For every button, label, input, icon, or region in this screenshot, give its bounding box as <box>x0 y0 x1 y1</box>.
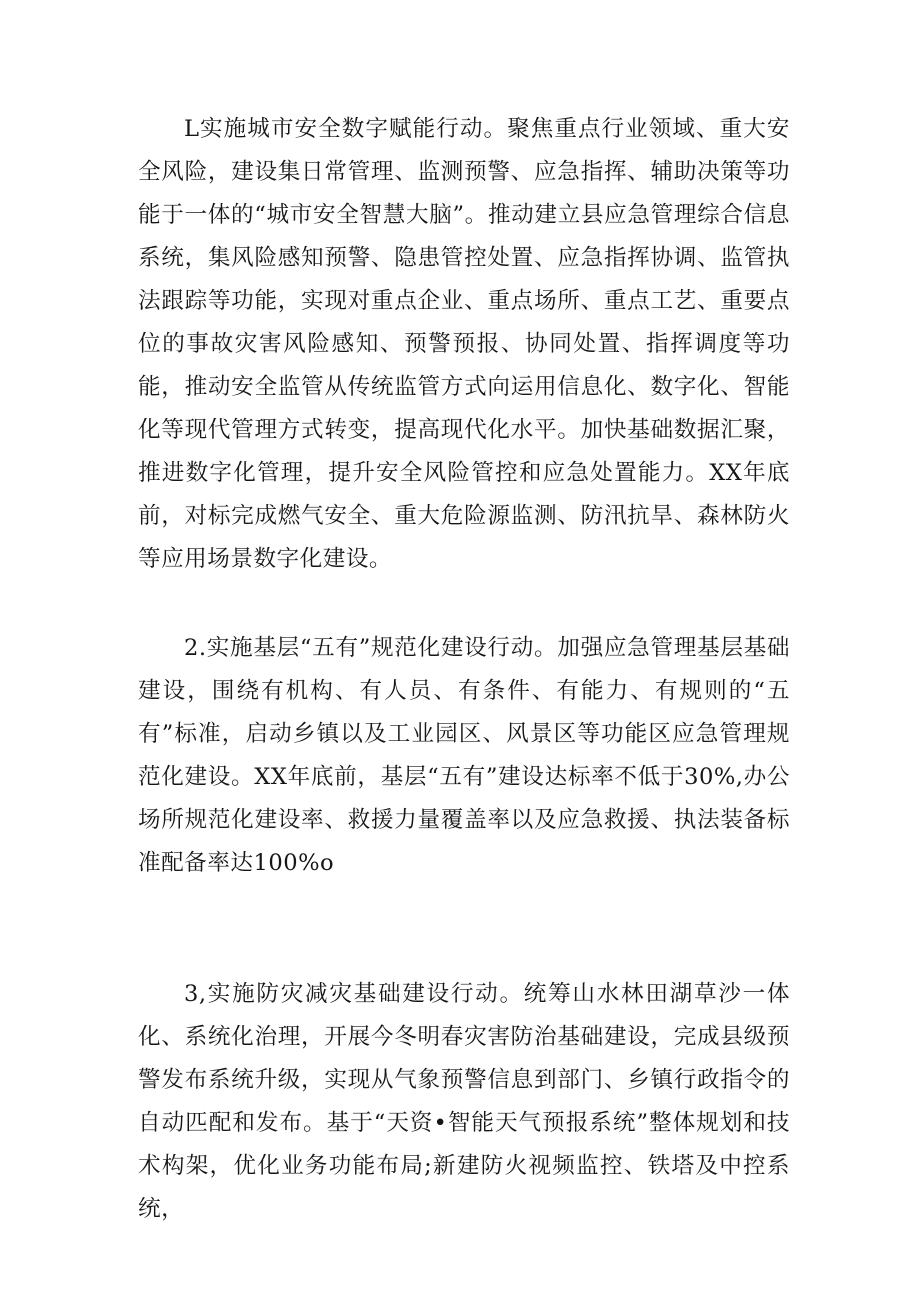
paragraph-digital-empowerment: L实施城市安全数字赋能行动。聚焦重点行业领域、重大安全风险，建设集日常管理、监测预警、应急指挥、辅助决策等功能于一体的“城市安全智慧大脑”。推动建立县应急管理综合信息系统，集风险感知预警、隐患管控处置、应急指挥协调、监管执法跟踪等功能，实现对重点企业、重点场所、重点工艺、重要点位的事故灾害风险感知、预警预报、协同处置、指挥调度等功能，推动安全监管从传统监管方式向运用信息化、数字化、智能化等现代管理方式转变，提高现代化水平。加快基础数据汇聚，推进数字化管理，提升安全风险管控和应急处置能力。XX年底前，对标完成燃气安全、重大危险源监测、防汛抗旱、森林防火等应用场景数字化建设。 <box>138 116 790 572</box>
paragraph-grassroots-standardization: 2.实施基层“五有”规范化建设行动。加强应急管理基层基础建设，围绕有机构、有人员、有条件、有能力、有规则的“五有”标准，启动乡镇以及工业园区、风景区等功能区应急管理规范化建设。XX年底前，基层“五有”建设达标率不低于30%,办公场所规范化建设率、救援力量覆盖率以及应急救援、执法装备标准配备率达100%o <box>138 635 790 876</box>
paragraph-disaster-prevention: 3,实施防灾减灾基础建设行动。统筹山水林田湖草沙一体化、系统化治理，开展今冬明春灾害防治基础建设，完成县级预警发布系统升级，实现从气象预警信息到部门、乡镇行政指令的自动匹配和发布。基于“天资•智能天气预报系统”整体规划和技术构架，优化业务功能布局;新建防火视频监控、铁塔及中控系统， <box>138 981 790 1222</box>
